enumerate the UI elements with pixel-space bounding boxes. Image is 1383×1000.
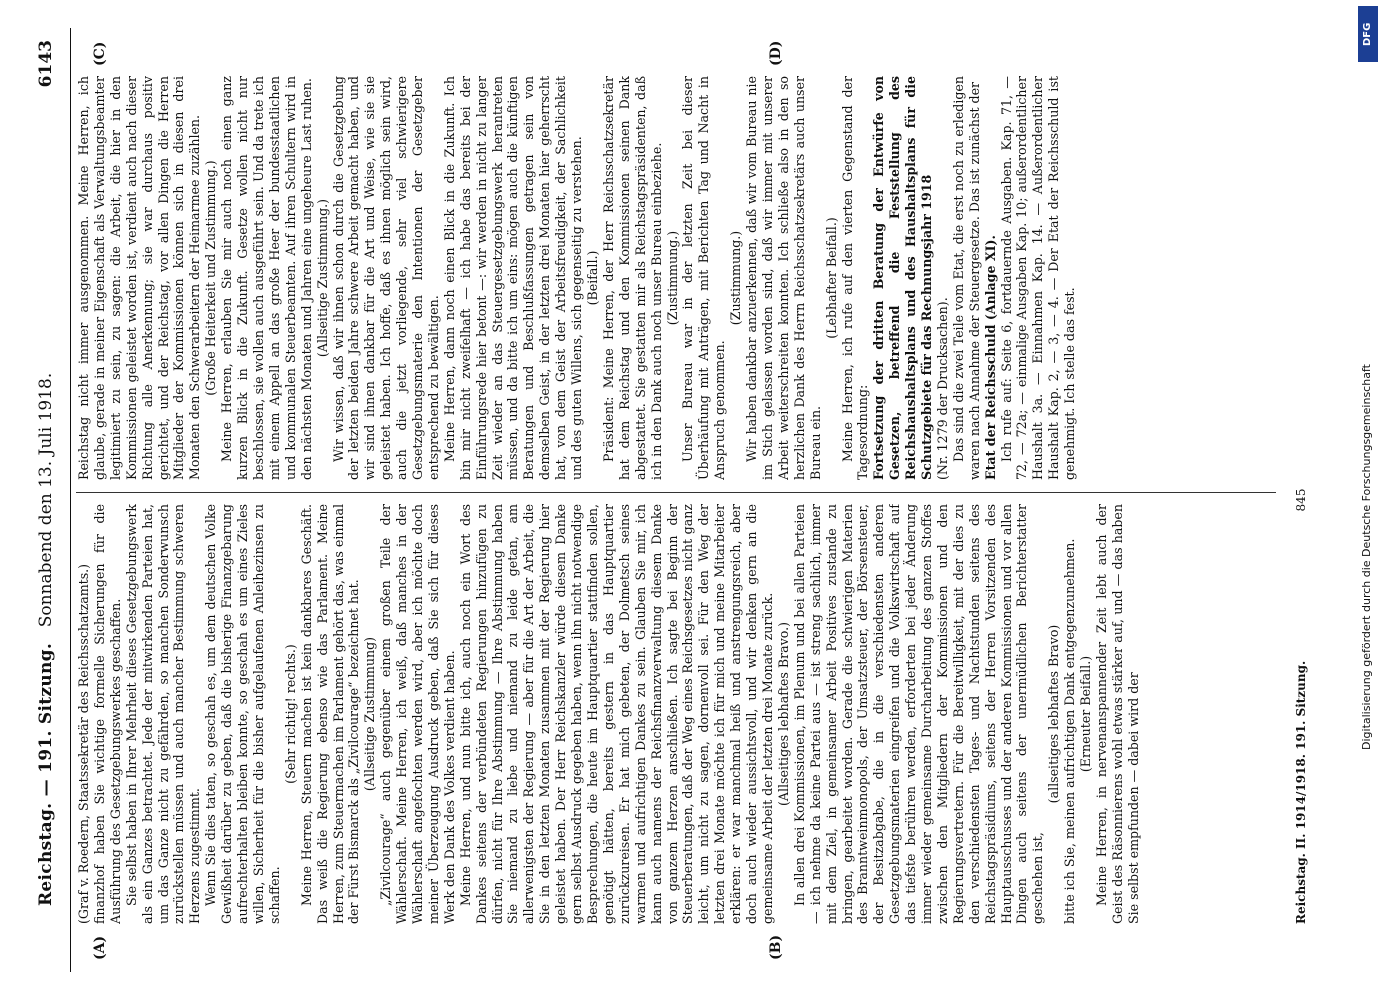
left-text-column (76, 504, 1286, 924)
page-header (30, 28, 71, 972)
stage-direction: (Beifall.) (585, 250, 600, 306)
paragraph: Reichstag nicht immer ausgenommen. Meine Herren, ich glaube, gerade in meiner Eigenschaft als Verwaltungsbeamter legitimiert zu sein, zu sagen: die Arbeit, die hier in den Kommissionen geleistet worden ist, verdient auch nach dieser Richtung alle Anerkennung; sie war durchaus positiv gerichtet, und der Reichstag, vor allen Dingen die Herren Mitglieder der Kommissionen können sich in diesen drei Monaten den Schwerarbeitern der Heimarmee zuzählen. (76, 76, 203, 480)
dfg-logo: DFG (1358, 6, 1378, 62)
paragraph: (Nr. 1279 der Drucksachen). (934, 297, 950, 480)
paragraph: finanzhof haben Sie wichtige formelle Sicherungen für die Ausführung des Gesetzgebungswerkes geschaffen. (91, 504, 123, 924)
footer-page-number: 845 (1294, 488, 1308, 512)
stage-direction: (Allseitige Zustimmung) (362, 636, 378, 792)
column-separator (76, 492, 1276, 493)
agenda-heading: Etat der Reichsschuld (Anlage XI). (982, 235, 998, 480)
stage-direction: (allseitiges lebhaftes Bravo) (1046, 624, 1062, 804)
dfg-watermark (1356, 0, 1380, 1000)
stage-direction: (Lebhafter Beifall.) (823, 217, 839, 339)
paragraph: Wir haben dankbar anzuerkennen, daß wir vom Bureau nie im Stich gelassen worden sind, daß wir immer mit unserer Arbeit weiterschreiten konnten. Ich schließe also in den so herzlichen Dank des Herrn Reichsschatzsekretärs auch unser Bureau ein. (744, 76, 823, 480)
paragraph: Präsident: Meine Herren, der Herr Reichsschatzsekretär hat dem Reichstag und den Kommissionen seinen Dank abgestattet. Sie gestatten mir als Reichstagspräsidenten, daß ich in den Dank auch noch unser Bureau einbeziehe. (600, 76, 664, 480)
paragraph: (Graf v. Roedern, Staatssekretär des Reichsschatzamts.) (76, 563, 91, 924)
header-date: Sonnabend den 13. Juli 1918. (36, 372, 56, 628)
paragraph: In allen drei Kommissionen, im Plenum und bei allen Parteien — ich nehme da keine Partei aus — ist streng sachlich, immer mit dem Ziel, in gemeinsamer Arbeit Positives zustande zu bringen, gearbeitet worden. Gerade die schwierigen Materien des Branntweinmonopols, der Umsatzsteuer, der Börsensteuer, der Besitzabgabe, die in die verschiedensten anderen Gesetzgebungsmaterien eingreifen und die Volkswirtschaft auf das tiefste berühren werden, erforderten bei jeder Änderung immer wieder gemeinsame Durcharbeitung des ganzen Stoffes zwischen den Mitgliedern der Kommissionen und den Regierungsvertretern. Für die Bereitwilligkeit, mit der dies zu den verschiedensten Tages- und Nachtstunden seitens des Reichstagspräsidiums, seitens der Herren Vorsitzenden des Hauptausschusses und der anderen Kommissionen und vor allen Dingen auch seitens der unermüdlichen Berichterstatter geschehen ist, (791, 504, 1046, 924)
paragraph: Meine Herren, erlauben Sie mir auch noch einen ganz kurzen Blick in die Zukunft. Gesetze wollen nicht nur beschlossen, sie wollen auch ausgeführt sein. Und da trete ich mit einem Appell an das große Heer der bundesstaatlichen und kommunalen Steuerbeamten. Auf ihren Schultern wird in den nächsten Monaten und Jahren eine ungeheure Last ruhen. (219, 76, 314, 480)
stage-direction: (Sehr richtig! rechts.) (282, 644, 298, 784)
footer-session-line: Reichstag. II. 1914/1918. 191. Sitzung. (1294, 660, 1308, 924)
paragraph: Meine Herren, in nervenanspannender Zeit lebt auch der Geist des Räsonnierens wohl etwas stärker auf, und — das haben Sie selbst empfunden — dabei wird der (1094, 504, 1141, 924)
paragraph: Meine Herren, dann noch einen Blick in die Zukunft. Ich bin mir nicht zweifelhaft — ich habe das bereits bei der Einführungsrede hier betont —: wir werden in nicht zu langer Zeit wieder an das Steuergesetzgebungswerk herantreten müssen, und da bitte ich um eins: mögen auch die künftigen Beratungen und Beschlußfassungen getragen sein von demselben Geist, in der letzten drei Monaten hier geherrscht hat, von dem Geist der Arbeitsfreudigkeit, der Sachlichkeit und des guten Willens, sich gegenseitig zu verstehen. (441, 76, 585, 480)
stage-direction: (Große Heiterkeit und Zustimmung.) (203, 160, 219, 396)
paragraph: Ich rufe auf: Seite 6, fortdauernde Ausgaben. Kap. 71, — 72, — 72a; — einmalige Ausgaben Kap. 10; außerordentlicher Haushalt 3a. — Einnahmen Kap. 14. — Außerordentlicher Haushalt Kap. 2, — 3, — 4. — Der Etat der Reichsschuld ist genehmigt. Ich stelle das fest. (998, 76, 1078, 480)
header-page-number: 6143 (36, 40, 56, 88)
paragraph: Sie selbst haben in Ihrer Mehrheit dieses Gesetzgebungswerk als ein Ganzes betrachtet. Jede der mitwirkenden Parteien hat, um das Ganze nicht zu gefährden, so manchen Sonderwunsch zurückstellen müssen und auch mancher Bestimmung schweren Herzens zugestimmt. (123, 504, 203, 924)
agenda-heading: Fortsetzung der dritten Beratung der Entwürfe von Gesetzen, betreffend die Feststellung des Reichshaushaltsplans und des Haushaltsplans für die Schutzgebiete für das Rechnungsjahr 1918 (871, 76, 935, 480)
paragraph: Wir wissen, daß wir ihnen schon durch die Gesetzgebung der letzten beiden Jahre schwere Arbeit gemacht haben, und wir sind ihnen dankbar für die Art und Weise, wie sie sie geleistet haben. Ich hoffe, daß es ihnen möglich sein wird, auch die jetzt vorliegende, sehr viel schwierigere Gesetzgebungsmaterie den Intentionen der Gesetzgeber entsprechend zu bewältigen. (330, 76, 441, 480)
paragraph: Das sind die zwei Teile vom Etat, die erst noch zu erledigen waren nach Annahme der Steuergesetze. Das ist zunächst der (950, 76, 982, 480)
paragraph: „Zivilcourage“ auch gegenüber einem großen Teile der Wählerschaft. Meine Herren, ich weiß, daß manches in der Wählerschaft angefochten werden wird, aber ich möchte doch meiner Überzeugung Ausdruck geben, daß Sie sich für dieses Werk den Dank des Volkes verdient haben. (378, 504, 457, 924)
watermark-text: Digitalisierung gefördert durch die Deutsche Forschungsgemeinschaft (1360, 364, 1373, 750)
margin-marker-b: (B) (768, 934, 784, 960)
paragraph: Unser Bureau war in der letzten Zeit bei dieser Überhäufung mit Anträgen, mit Berichten Tag und Nacht in Anspruch genommen. (680, 76, 728, 480)
margin-marker-d: (D) (768, 40, 784, 66)
paragraph: Meine Herren, ich rufe auf den vierten Gegenstand der Tagesordnung: (839, 76, 871, 480)
paragraph: Meine Herren, und nun bitte ich, auch noch ein Wort des Dankes seitens der verbündeten Regierungen hinzufügen zu dürfen, nicht für Ihre Abstimmung — Ihre Abstimmung haben Sie niemand zu liebe und niemand zu leide getan, am allerwenigsten der Regierung — aber für die Art der Arbeit, die Sie in den letzten Monaten zusammen mit der Regierung hier geleistet haben. Der Herr Reichskanzler würde diesem Danke gern selbst Ausdruck gegeben haben, wenn ihn nicht notwendige Besprechungen, die heute im Hauptquartier stattfinden sollen, genötigt hätten, bereits gestern in das Hauptquartier zurückzureisen. Er hat mich gebeten, der Dolmetsch seines warmen und aufrichtigen Dankes zu sein. Glauben Sie mir, ich kann auch namens der Reichsfinanzverwaltung diesem Danke von ganzem Herzen anschließen. Ich sagte bei Beginn der Steuerberatungen, daß der Weg eines Reichsgesetzes nicht ganz leicht, um nicht zu sagen, dornenvoll sei. Für den Weg der letzten drei Monate möchte ich für mich und meine Mitarbeiter erklären: er war manchmal heiß und anstrengungsreich, aber doch auch wieder aussichtsvoll, und wir denken gern an die gemeinsame Arbeit der letzten drei Monate zurück. (457, 504, 775, 924)
stage-direction: (Zustimmung.) (664, 230, 680, 326)
paragraph: bitte ich Sie, meinen aufrichtigen Dank entgegenzunehmen. (1062, 538, 1078, 924)
margin-marker-c: (C) (92, 41, 108, 66)
stage-direction: (Allseitiges lebhaftes Bravo.) (775, 621, 791, 807)
paragraph: Wenn Sie dies taten, so geschah es, um dem deutschen Volke Gewißheit darüber zu geben, daß die bisherige Finanzgebarung aufrechterhalten bleiben konnte, so geschah es um eines Zieles willen, Sicherheit für die bisher aufgelaufenen Anleihezinsen zu schaffen. (203, 504, 282, 924)
header-session: Reichstag. — 191. Sitzung. (36, 642, 56, 906)
right-text-column (76, 76, 1286, 480)
stage-direction: (Allseitige Zustimmung.) (314, 198, 330, 358)
paragraph: Meine Herren, Steuern machen ist kein dankbares Geschäft. Das weiß die Regierung ebenso wie das Parlament. Meine Herren, zum Steuermachen im Parlament gehört das, was einmal der Fürst Bismarck als „Zivilcourage“ bezeichnet hat. (298, 504, 362, 924)
margin-marker-a: (A) (92, 935, 108, 960)
stage-direction: (Zustimmung.) (728, 230, 744, 326)
stage-direction: (Erneuter Beifall.) (1078, 655, 1094, 773)
